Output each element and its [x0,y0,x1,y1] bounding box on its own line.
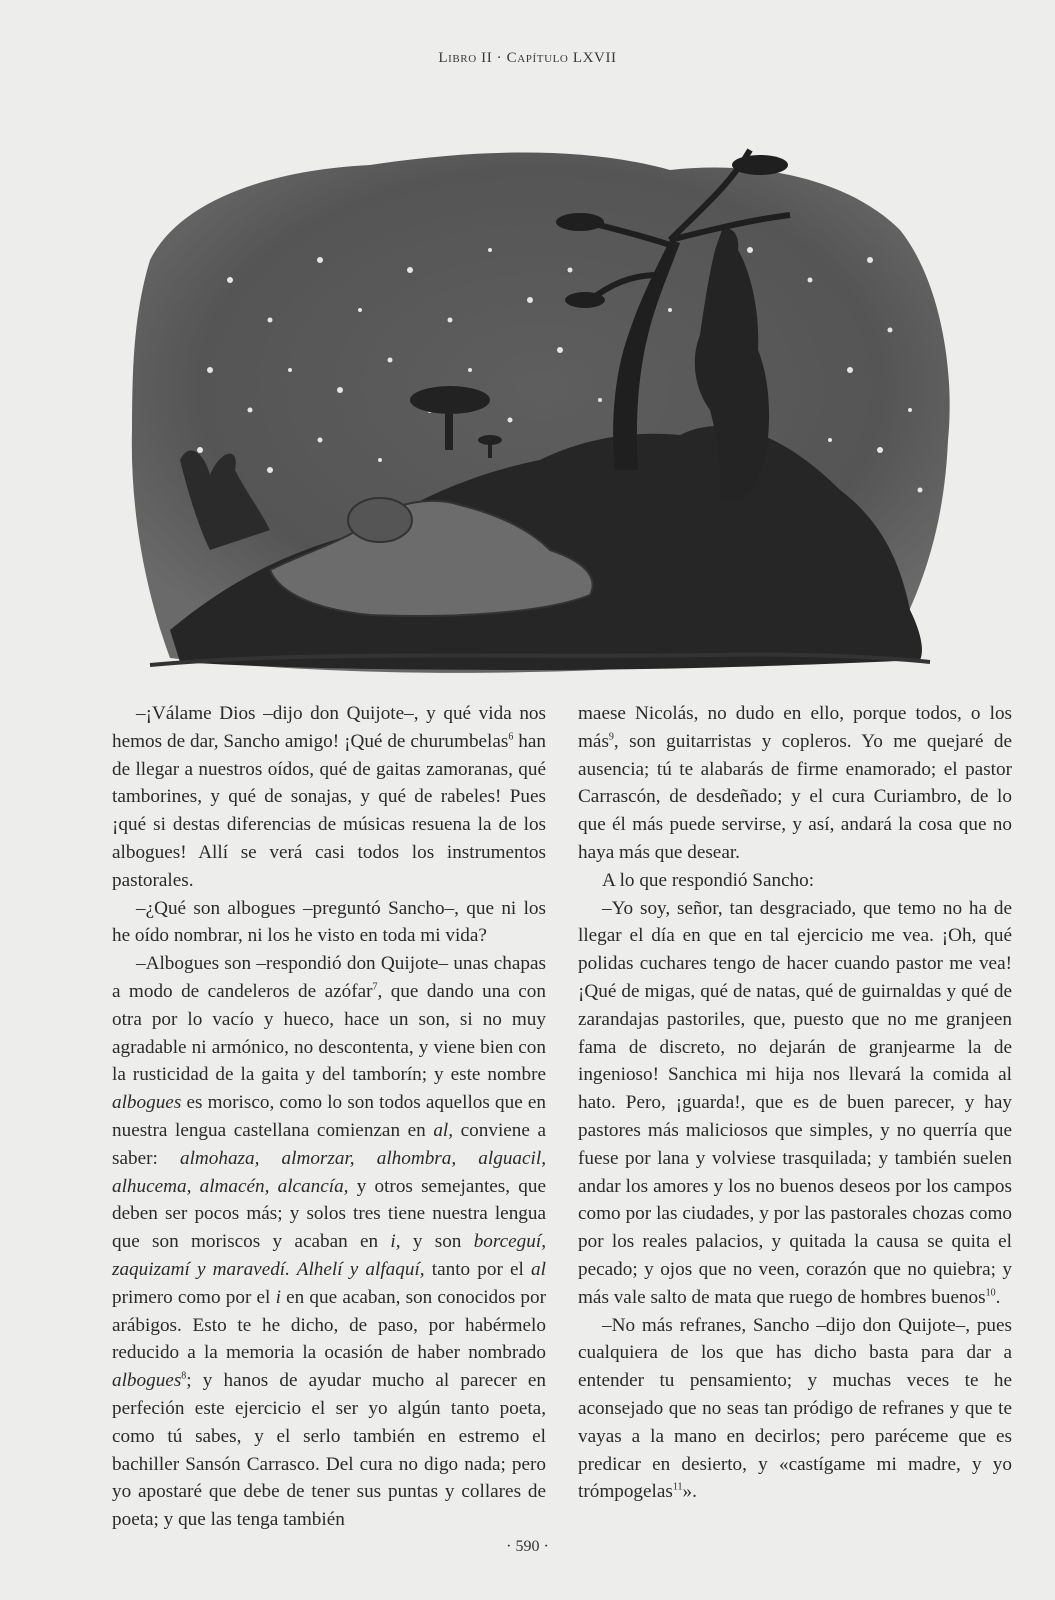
running-head: Libro II · Capítulo LXVII [438,50,617,66]
text-column-left [112,700,546,1534]
paragraph: –Albogues son –respondió don Quijote– unas chapas a modo de candeleros de azófar$^7$, que dando una con otra por lo vacío y hueco, hace un son, si no muy agradable ni armónico, no descontenta, y viene bien con la rusticidad de la gaita y del tamborín; y este nombre albogues es morisco, como lo son todos aquellos que en nuestra lengua castellana comienzan en al, conviene a saber: almohaza, almorzar, alhombra, alguacil, alhucema, almacén, alcancía, y otros semejantes, que deben ser pocos más; y solos tres tiene nuestra lengua que son moriscos y acaban en i, y son borceguí, zaquizamí y maravedí. Alhelí y alfaquí, tanto por el al primero como por el i en que acaban, son conocidos por arábigos. Esto te he dicho, de paso, por habérmelo reducido a la memoria la ocasión de haber nombrado albogues$^8$; y hanos de ayudar mucho al parecer en perfeción este ejercicio el ser yo algún tanto poeta, como tú sabes, y el serlo también en estremo el bachiller Sansón Carrasco. Del cura no digo nada; pero yo apostaré que debe de tener sus puntas y collares de poeta; y que las tenga también [112,953,546,1531]
paragraph: –Yo soy, señor, tan desgraciado, que temo no ha de llegar el día en que en tal ejercicio me vea. ¡Oh, qué polidas cuchares tengo de hacer cuando pastor me vea! ¡Qué de migas, qué de natas, qué de guirnaldas y qué de zarandajas pastoriles, que, puesto que no me granjeen fama de discreto, no dejarán de granjearme la de ingenioso! Sanchica mi hija nos llevará la comida al hato. Pero, ¡guarda!, que es de buen parecer, y hay pastores más maliciosos que simples, y no querría que fuese por lana y volviese trasquilada; y también suelen andar los amores y los no buenos deseos por los campos como por las ciudades, y por las pastorales chozas como por los reales palacios, y quitada la causa se quita el pecado; y ojos que no veen, corazón que no quiebra; y más vale salto de mata que ruego de hombres buenos$^{10}$. [578,897,1012,1308]
paragraph-continued: maese Nicolás, no dudo en ello, porque todos, o los más$^9$, son guitarristas y copleros. Yo me quejaré de ausencia; tú te alabarás de firme enamorado; el pastor Carrascón, de desdeñado; y el cura Curiambro, de lo que él más puede servirse, y así, andará la cosa que no haya más que desear. [578,703,1012,863]
paragraph: –No más refranes, Sancho –dijo don Quijote–, pues cualquiera de los que has dicho basta para dar a entender tu pensamiento; y muchas veces te he aconsejado que no seas tan pródigo de refranes y que te vayas a la mano en decirlos; pero paréceme que es predicar en desierto, y «castígame mi madre, y yo trómpogelas$^{11}$». [578,1314,1012,1503]
paragraph: A lo que respondió Sancho: [602,869,815,891]
text-column-right [578,700,1012,1506]
page-number: · 590 · [506,1538,549,1555]
sancho-hat [348,498,412,542]
paragraph: –¡Válame Dios –dijo don Quijote–, y qué vida nos hemos de dar, Sancho amigo! ¡Qué de churumbelas$^6$ han de llegar a nuestros oídos, qué de gaitas zamoranas, qué tamborines, y qué de sonajas, y qué de rabeles! Pues ¡qué si destas diferencias de músicas resuena la de los albogues! Allí se verá casi todos los instrumentos pastorales. [112,703,546,891]
paragraph: –¿Qué son albogues –preguntó Sancho–, que ni los he oído nombrar, ni los he visto en toda mi vida? [112,897,546,947]
night-scene-illustration [110,110,960,690]
